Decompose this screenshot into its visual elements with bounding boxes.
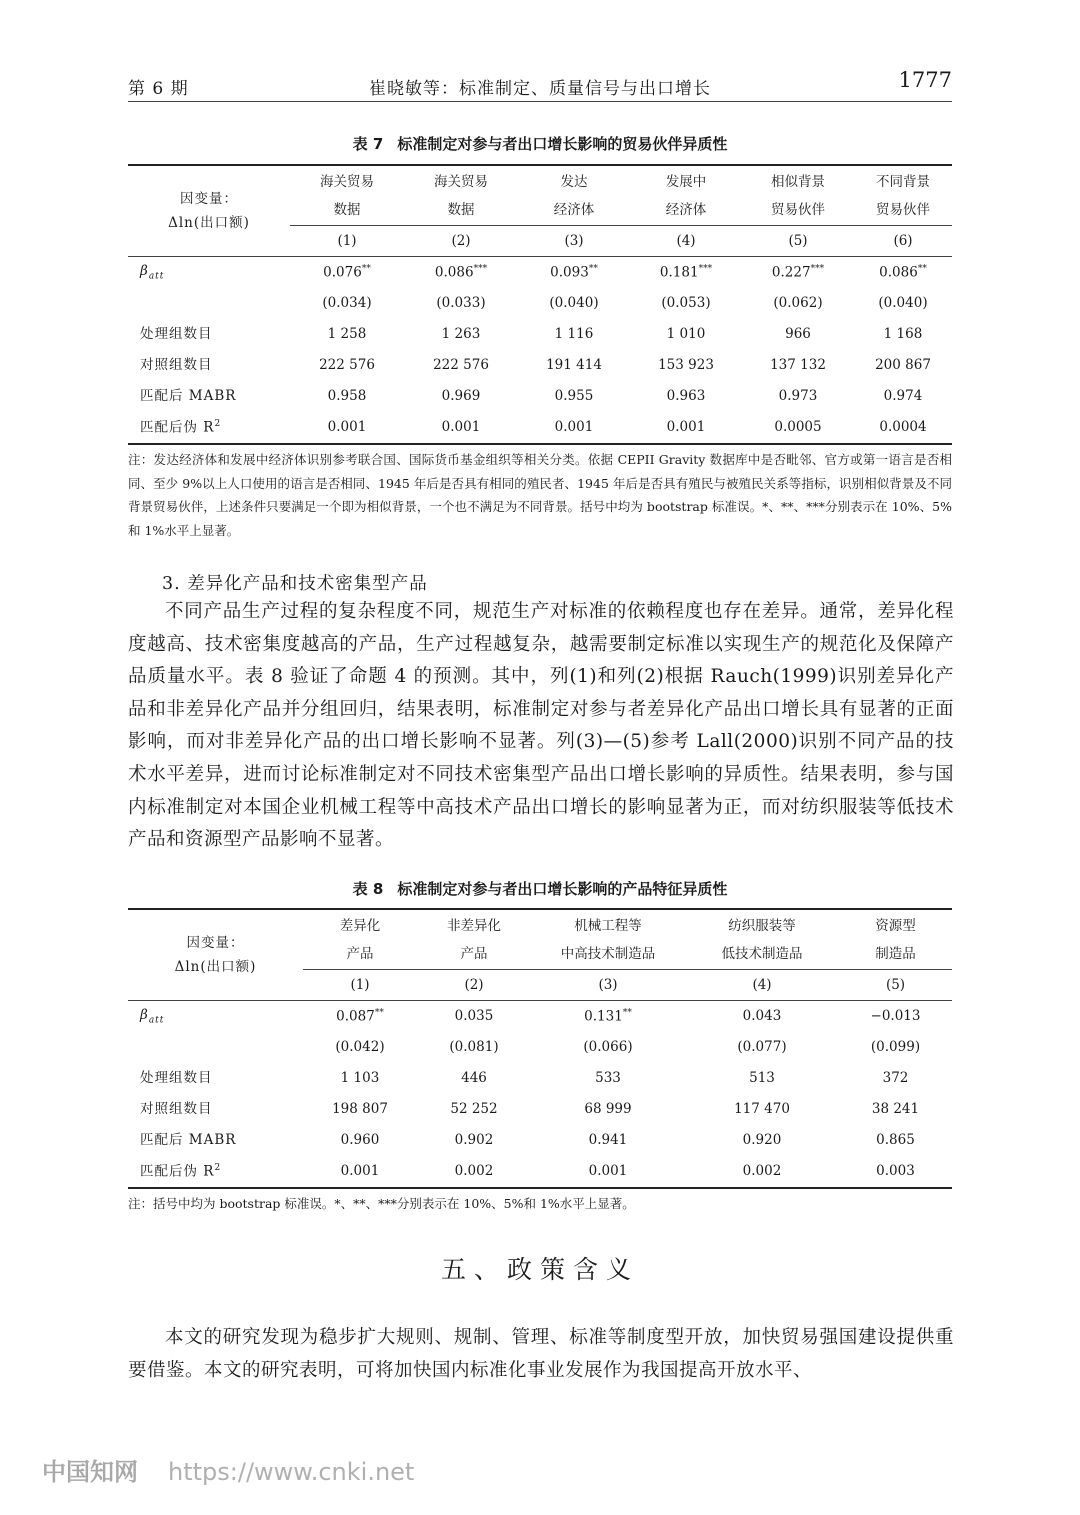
table-cell: (0.040)	[549, 295, 599, 312]
table-cell: 0.001	[290, 412, 404, 444]
table-cell: 68 999	[584, 1101, 632, 1118]
table-cell: 0.974	[883, 388, 923, 405]
significance-stars: ***	[473, 264, 488, 275]
table-cell: 0.093**	[550, 264, 598, 281]
table8-col-header: 机械工程等 中高技术制造品	[531, 909, 685, 970]
table-cell: (0.099)	[870, 1039, 921, 1056]
table-cell: 372	[882, 1070, 909, 1087]
table-cell: 966	[785, 326, 811, 343]
table8-col-header: 非差异化 产品	[417, 909, 531, 970]
row-label: 处理组数目	[140, 326, 213, 343]
cnki-url: https://www.cnki.net	[168, 1458, 415, 1486]
running-title: 崔晓敏等：标准制定、质量信号与出口增长	[369, 79, 711, 99]
table-cell: 198 807	[332, 1101, 388, 1118]
table8-caption	[128, 878, 952, 899]
table-cell: (0.053)	[661, 295, 711, 312]
body-paragraph: 不同产品生产过程的复杂程度不同，规范生产对标准的依赖程度也存在差异。通常，差异化程度越高、技术密集度越高的产品，生产过程越复杂，越需要制定标准以实现生产的规范化及保障产品质量水平。表 8 验证了命题 4 的预测。其中，列(1)和列(2)根据 Rauch(1999)识别差异化产品和非差异化产品并分组回归，结果表明，标准制定对参与者差异化产品出口增长具有显著的正面影响，而对非差异化产品的出口增长影响不显著。列(3)—(5)参考 Lall(2000)识别不同产品的技术水平差异，进而讨论标准制定对不同技术密集型产品出口增长影响的异质性。结果表明，参与国内标准制定对本国企业机械工程等中高技术产品出口增长的影响显著为正，而对纺织服装等低技术产品和资源型产品影响不显著。	[128, 601, 954, 851]
table-row	[128, 257, 952, 289]
table7-col-header: 发达 经济体	[518, 165, 630, 226]
table8-note: 注：括号中均为 bootstrap 标准误。*、**、***分别表示在 10%、5%和 1%水平上显著。	[128, 1196, 635, 1211]
table-cell: (0.081)	[449, 1039, 499, 1056]
table8-col-number: (3)	[531, 970, 685, 1001]
table7-col-header: 发展中 经济体	[630, 165, 742, 226]
stub-head-line1: 因变量：	[186, 935, 245, 951]
significance-stars: **	[361, 264, 371, 275]
table-row	[128, 1125, 952, 1156]
table-cell: 38 241	[871, 1101, 920, 1118]
table7-caption	[128, 133, 952, 154]
table-cell: 0.902	[454, 1132, 494, 1149]
table7-col-number: (4)	[630, 226, 742, 257]
table7-col-header: 不同背景 贸易伙伴	[854, 165, 952, 226]
table-cell: 117 470	[734, 1101, 790, 1118]
significance-stars: **	[374, 1008, 384, 1019]
table7-col-number: (3)	[518, 226, 630, 257]
table-row	[128, 1156, 952, 1188]
row-label: 对照组数目	[140, 357, 213, 374]
table-row	[128, 319, 952, 350]
body-paragraph: 本文的研究发现为稳步扩大规则、规制、管理、标准等制度型开放，加快贸易强国建设提供重要借鉴。本文的研究表明，可将加快国内标准化事业发展作为我国提高开放水平、	[128, 1327, 954, 1381]
table-cell: 1 168	[883, 326, 923, 343]
table-cell: (0.042)	[335, 1039, 385, 1056]
table7-body	[128, 257, 952, 445]
table-cell: 0.958	[327, 388, 367, 405]
table8-col-header: 资源型 制造品	[839, 909, 952, 970]
table-cell: 513	[749, 1070, 775, 1087]
table-cell: 1 116	[554, 326, 594, 343]
table-cell: 0.002	[685, 1156, 839, 1188]
table-cell: 0.0005	[742, 412, 854, 444]
table-cell: 153 923	[658, 357, 714, 374]
table-cell: 0.963	[666, 388, 706, 405]
table-cell: 52 252	[450, 1101, 498, 1118]
table8	[128, 908, 952, 1189]
table-cell: (0.040)	[878, 295, 928, 312]
table7-col-header: 海关贸易 数据	[404, 165, 518, 226]
table-cell: 137 132	[770, 357, 826, 374]
stub-head-line2: Δln(出口额)	[174, 959, 257, 975]
table7-col-header: 相似背景 贸易伙伴	[742, 165, 854, 226]
running-header	[128, 68, 952, 98]
table7-col-number: (6)	[854, 226, 952, 257]
significance-stars: ***	[810, 264, 825, 275]
table-cell: 0.003	[839, 1156, 952, 1188]
table-cell: 0.920	[742, 1132, 782, 1149]
table-cell: 200 867	[875, 357, 931, 374]
table-cell: 1 263	[441, 326, 481, 343]
table-cell: 0.001	[303, 1156, 417, 1188]
header-rule	[128, 101, 952, 102]
table-cell: 0.002	[417, 1156, 531, 1188]
table8-col-number: (4)	[685, 970, 839, 1001]
table-cell: (0.077)	[737, 1039, 787, 1056]
significance-stars: **	[917, 264, 927, 275]
table7-col-number: (1)	[290, 226, 404, 257]
table7-stub-head	[128, 165, 290, 257]
table7-col-number: (2)	[404, 226, 518, 257]
table-cell: 0.969	[441, 388, 481, 405]
table-cell: 0.087**	[336, 1008, 384, 1025]
table-cell: 0.001	[630, 412, 742, 444]
table8-title: 标准制定对参与者出口增长影响的产品特征异质性	[397, 880, 728, 898]
table-cell: (0.033)	[436, 295, 486, 312]
significance-stars: ***	[698, 264, 713, 275]
table7-note: 注：发达经济体和发展中经济体识别参考联合国、国际货币基金组织等相关分类。依据 CEPII Gravity 数据库中是否毗邻、官方或第一语言是否相同、至少 9%以上人口使用的语言是否相同、1945 年后是否具有相同的殖民者、1945 年后是否具有殖民与被殖民关系等指标，识别相似背景及不同背景贸易伙伴，上述条件只要满足一个即为相似背景，一个也不满足为不同背景。括号中均为 bootstrap 标准误。*、**、***分别表示在 10%、5%和 1%水平上显著。	[128, 452, 952, 538]
table-row	[128, 1094, 952, 1125]
row-label: $\beta_{att}$	[140, 1006, 165, 1026]
table-cell: 0.131**	[584, 1008, 632, 1025]
row-label	[128, 1032, 303, 1063]
table8-stub-head	[128, 909, 303, 1001]
table-cell: 0.086**	[879, 264, 927, 281]
table8-col-header: 差异化 产品	[303, 909, 417, 970]
table-cell: 0.227***	[771, 264, 825, 281]
table-row	[128, 381, 952, 412]
table8-col-number: (1)	[303, 970, 417, 1001]
table-row	[128, 412, 952, 444]
significance-stars: **	[622, 1008, 632, 1019]
cnki-watermark	[42, 1452, 414, 1487]
table-row	[128, 350, 952, 381]
table-cell: (0.062)	[773, 295, 823, 312]
row-label: 处理组数目	[140, 1070, 213, 1087]
table7-number: 表 7	[352, 135, 384, 153]
table-cell: 0.001	[404, 412, 518, 444]
table-cell: 533	[595, 1070, 621, 1087]
row-label: 匹配后 MABR	[140, 1132, 237, 1149]
table-cell: 0.086***	[434, 264, 488, 281]
cnki-logo: 中国知网	[42, 1458, 138, 1486]
table-cell: 0.181***	[659, 264, 713, 281]
table-cell: (0.034)	[322, 295, 372, 312]
table-cell: 191 414	[546, 357, 602, 374]
table-cell: 446	[461, 1070, 487, 1087]
table-cell: 0.076**	[323, 264, 371, 281]
row-label: 匹配后伪 $R^2$	[128, 412, 290, 444]
row-label: $\beta_{att}$	[140, 262, 165, 282]
table-cell: 0.941	[588, 1132, 628, 1149]
section-title: 五、政策含义	[440, 1255, 639, 1284]
table-cell: 0.960	[340, 1132, 380, 1149]
issue-number: 第 6 期	[128, 79, 189, 99]
table-cell: 0.955	[554, 388, 594, 405]
table8-number: 表 8	[352, 880, 384, 898]
table-cell: 0.035	[454, 1008, 494, 1025]
table-cell: 222 576	[433, 357, 489, 374]
table-row	[128, 1001, 952, 1033]
table8-col-header: 纺织服装等 低技术制造品	[685, 909, 839, 970]
table8-body	[128, 1001, 952, 1189]
table-cell: 0.001	[518, 412, 630, 444]
page-number: 1777	[898, 68, 952, 92]
stub-head-line2: Δln(出口额)	[168, 215, 250, 231]
table8-col-number: (5)	[839, 970, 952, 1001]
stub-head-line1: 因变量：	[180, 191, 238, 207]
table-cell: 1 258	[327, 326, 367, 343]
table-cell: 0.865	[876, 1132, 915, 1149]
table8-col-number: (2)	[417, 970, 531, 1001]
row-label: 匹配后 MABR	[140, 388, 237, 405]
table-cell: 1 103	[340, 1070, 380, 1087]
table-cell: 0.043	[742, 1008, 782, 1025]
row-label: 匹配后伪 $R^2$	[128, 1156, 303, 1188]
table7	[128, 164, 952, 445]
table7-title: 标准制定对参与者出口增长影响的贸易伙伴异质性	[397, 135, 728, 153]
significance-stars: **	[588, 264, 598, 275]
table-row	[128, 1063, 952, 1094]
table-row	[128, 288, 952, 319]
table-cell: 222 576	[319, 357, 375, 374]
row-label	[128, 288, 290, 319]
table-cell: 0.001	[531, 1156, 685, 1188]
table-cell: 0.973	[778, 388, 818, 405]
table-row	[128, 1032, 952, 1063]
table-cell: −0.013	[870, 1008, 921, 1025]
table7-col-number: (5)	[742, 226, 854, 257]
subsection-heading: 3. 差异化产品和技术密集型产品	[162, 574, 428, 594]
table-cell: 1 010	[666, 326, 706, 343]
row-label: 对照组数目	[140, 1101, 213, 1118]
table-cell: 0.0004	[854, 412, 952, 444]
table7-col-header: 海关贸易 数据	[290, 165, 404, 226]
table-cell: (0.066)	[583, 1039, 633, 1056]
